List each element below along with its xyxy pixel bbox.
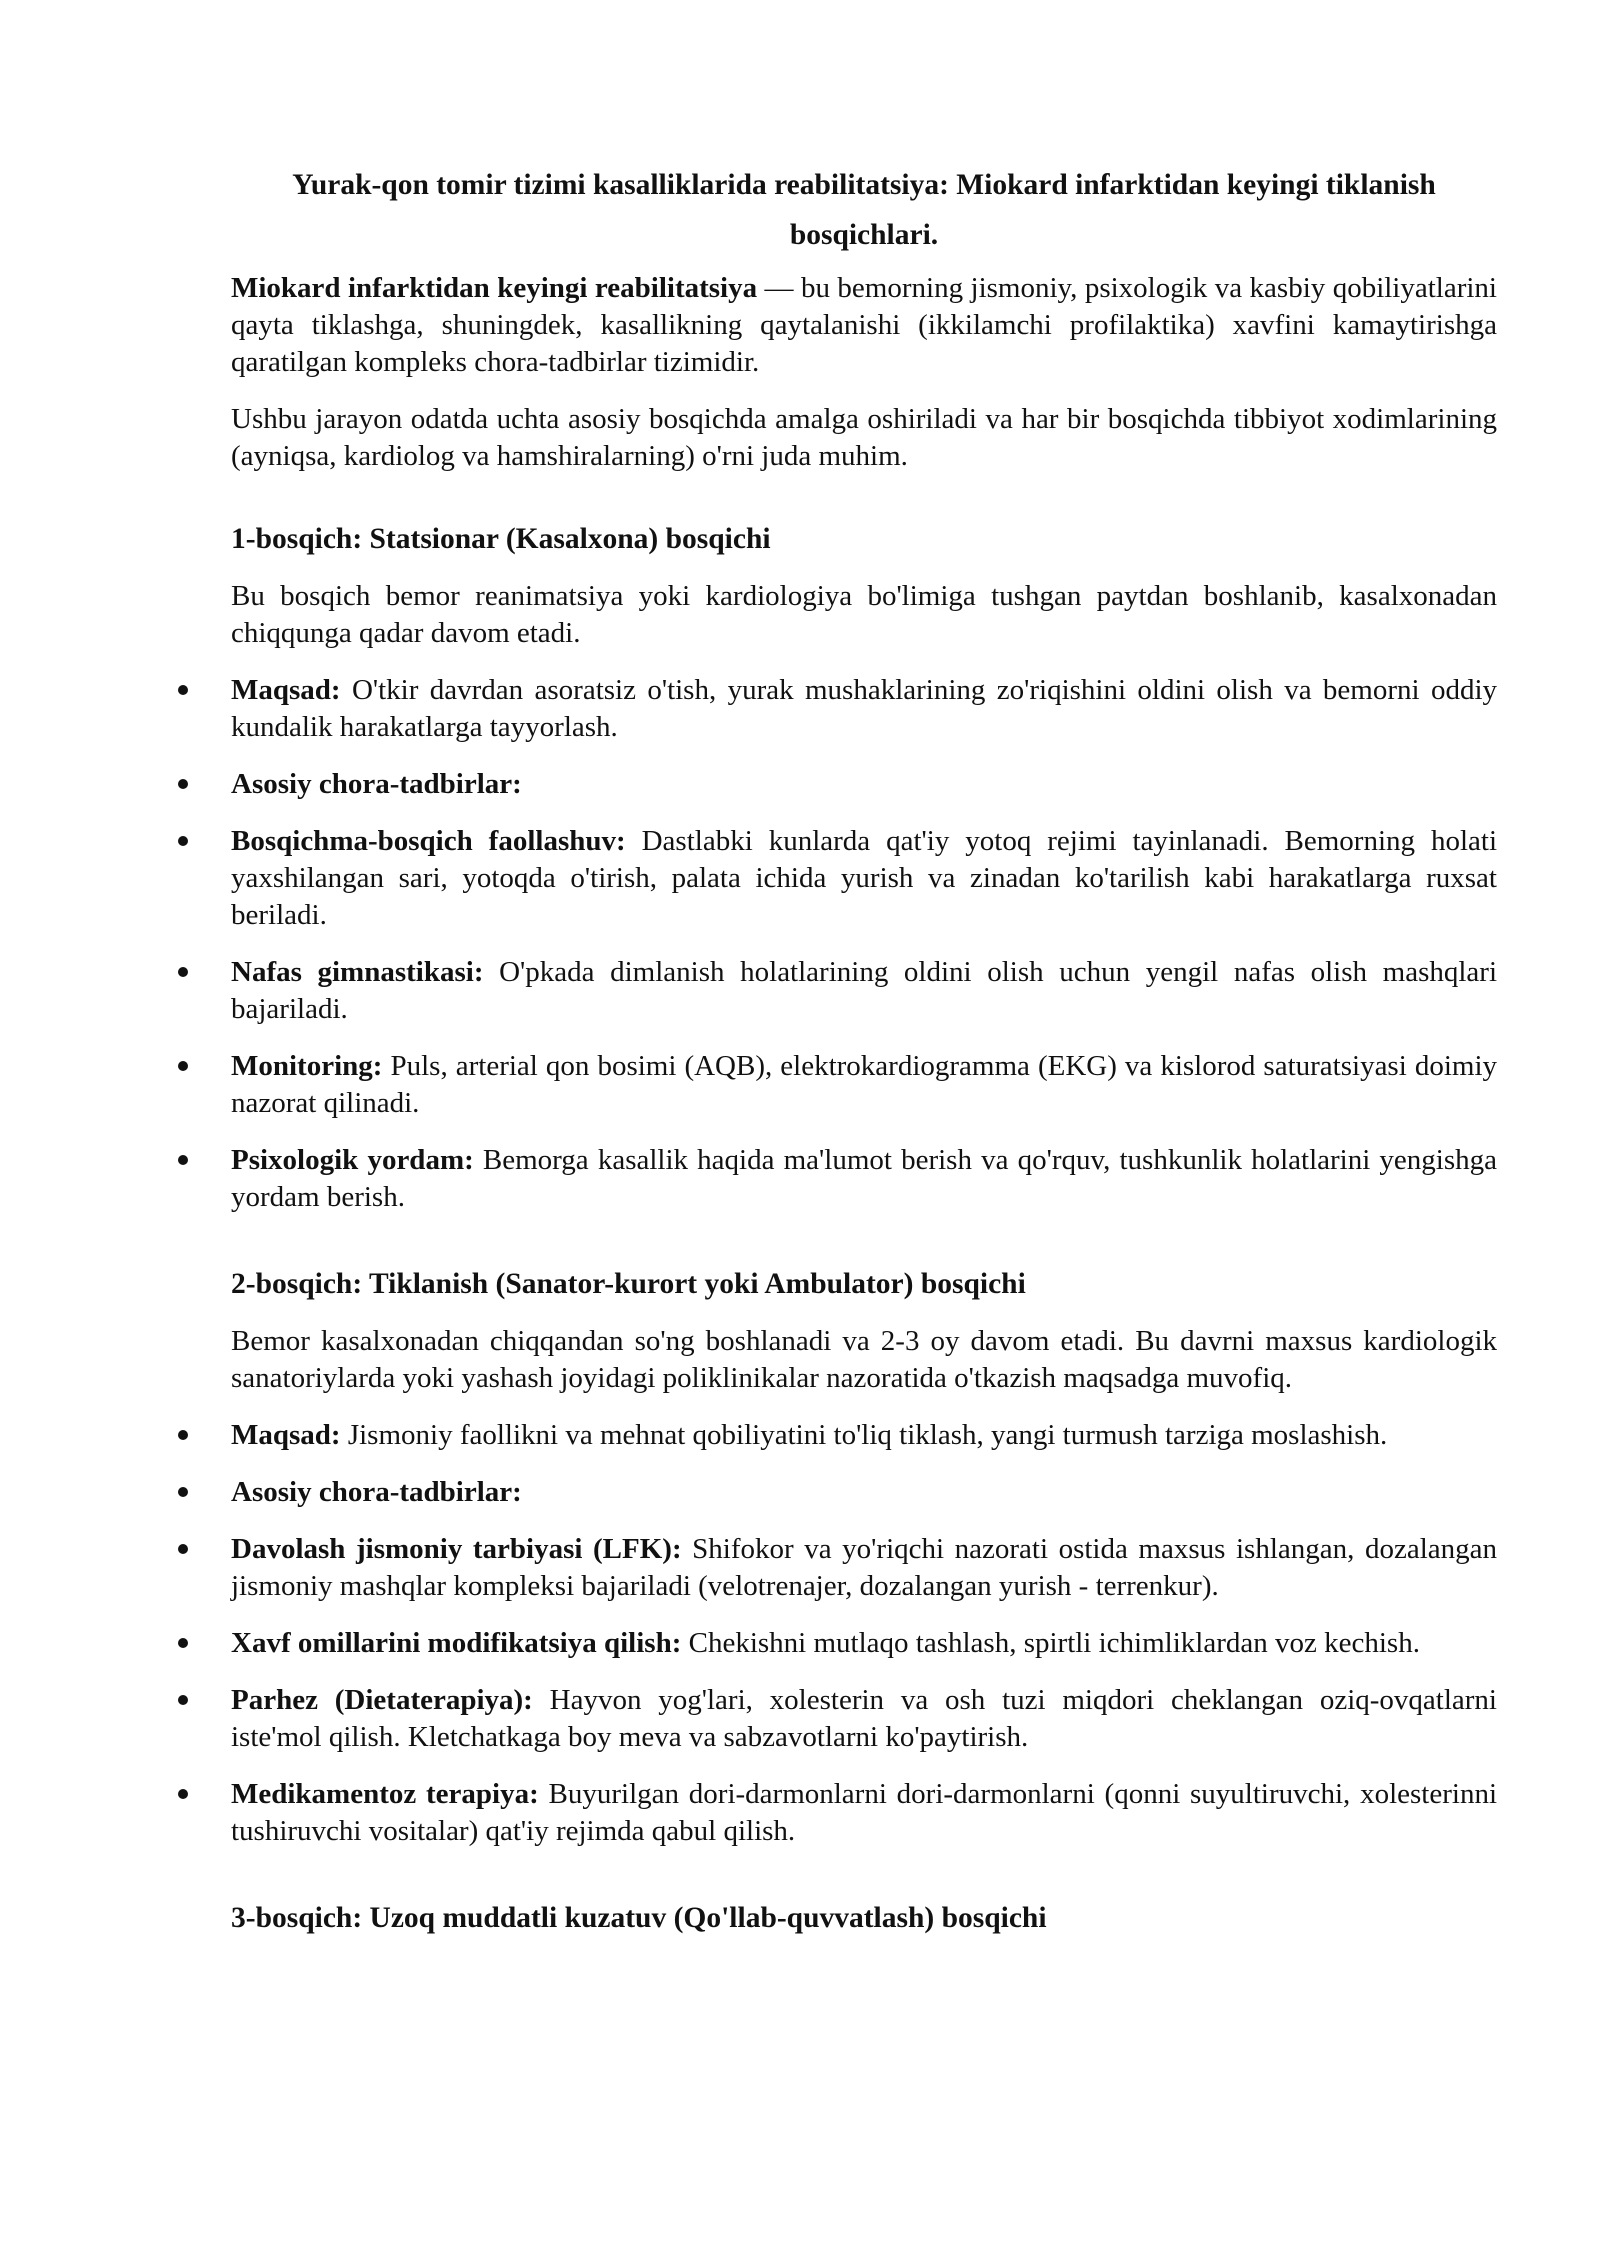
bullet-icon — [178, 1430, 188, 1440]
list-item — [231, 823, 1497, 934]
stage-3-heading: 3-bosqich: Uzoq muddatli kuzatuv (Qo'llab-quvvatlash) bosqichi — [231, 1902, 1047, 1934]
list-item-text: O'tkir davrdan asoratsiz o'tish, yurak mushaklarining zo'riqishini oldini olish va bemorni oddiy kundalik harakatlarga tayyorlash. — [231, 674, 1497, 743]
list-item-text: Puls, arterial qon bosimi (AQB), elektrokardiogramma (EKG) va kislorod saturatsiyasi doimiy nazorat qilinadi. — [231, 1050, 1497, 1119]
bullet-icon — [178, 1061, 188, 1071]
document-title — [231, 160, 1497, 260]
bullet-icon — [178, 1544, 188, 1554]
bullet-icon — [178, 1155, 188, 1165]
list-item-text: Bemorga kasallik haqida ma'lumot berish va qo'rquv, tushkunlik holatlarini yengishga yordam berish. — [231, 1144, 1497, 1213]
list-item-label: Nafas gimnastikasi: — [231, 956, 484, 988]
list-item-label: Maqsad: — [231, 1419, 341, 1451]
title-line-1: Yurak-qon tomir tizimi kasalliklarida reabilitatsiya: Miokard infarktidan keyingi tiklanish — [292, 169, 1436, 201]
list-item — [231, 1417, 1497, 1454]
list-item — [231, 1048, 1497, 1122]
intro-paragraph — [231, 270, 1497, 381]
list-item-label: Medikamentoz terapiya: — [231, 1778, 539, 1810]
stage-1-list — [231, 672, 1497, 1216]
bullet-icon — [178, 836, 188, 846]
bullet-icon — [178, 685, 188, 695]
bullet-icon — [178, 1487, 188, 1497]
list-item-text: O'pkada dimlanish holatlarining oldini olish uchun yengil nafas olish mashqlari bajariladi. — [231, 956, 1498, 1025]
list-item-text: Hayvon yog'lari, xolesterin va osh tuzi miqdori cheklangan oziq-ovqatlarni iste'mol qilish. Kletchatkaga boy meva va sabzavotlarni ko'paytirish. — [231, 1684, 1497, 1753]
list-item-text: Shifokor va yo'riqchi nazorati ostida maxsus ishlangan, dozalangan jismoniy mashqlar kompleksi bajariladi (velotrenajer, dozalangan yurish - terrenkur). — [231, 1533, 1497, 1602]
list-item-label: Psixologik yordam: — [231, 1144, 474, 1176]
intro-text: — bu bemorning jismoniy, psixologik va kasbiy qobiliyatlarini qayta tiklashga, shuningdek, kasallikning qaytalanishi (ikkilamchi profilaktika) xavfini kamaytirishga qaratilgan kompleks chora-tadbirlar tizimidir. — [231, 272, 1497, 378]
intro-paragraph-2: Ushbu jarayon odatda uchta asosiy bosqichda amalga oshiriladi va har bir bosqichda tibbiyot xodimlarining (ayniqsa, kardiolog va hamshiralarning) o'rni juda muhim. — [231, 403, 1497, 472]
intro-lead-term: Miokard infarktidan keyingi reabilitatsiya — [231, 272, 758, 304]
list-item-label: Parhez (Dietaterapiya): — [231, 1684, 533, 1716]
list-item-text: Chekishni mutlaqo tashlash, spirtli ichimliklardan voz kechish. — [681, 1627, 1420, 1659]
list-item-label: Monitoring: — [231, 1050, 383, 1082]
list-item — [231, 1474, 1497, 1511]
bullet-icon — [178, 1789, 188, 1799]
bullet-icon — [178, 779, 188, 789]
list-item-label: Xavf omillarini modifikatsiya qilish: — [231, 1627, 682, 1659]
list-item — [231, 1531, 1497, 1605]
stage-2-list — [231, 1417, 1497, 1850]
list-item-label: Bosqichma-bosqich faollashuv: — [231, 825, 626, 857]
list-item-label: Maqsad: — [231, 674, 341, 706]
list-item-label: Davolash jismoniy tarbiyasi (LFK): — [231, 1533, 682, 1565]
list-item-label: Asosiy chora-tadbirlar: — [231, 1476, 522, 1508]
bullet-icon — [178, 967, 188, 977]
stage-1-heading: 1-bosqich: Statsionar (Kasalxona) bosqichi — [231, 523, 771, 555]
list-item — [231, 1776, 1497, 1850]
stage-2-description: Bemor kasalxonadan chiqqandan so'ng boshlanadi va 2-3 oy davom etadi. Bu davrni maxsus kardiologik sanatoriylarda yoki yashash joyidagi poliklinikalar nazoratida o'tkazish maqsadga muvofiq. — [231, 1325, 1497, 1394]
list-item — [231, 1682, 1497, 1756]
document-page — [231, 160, 1497, 1937]
list-item-text: Jismoniy faollikni va mehnat qobiliyatini to'liq tiklash, yangi turmush tarziga moslashish. — [340, 1419, 1388, 1451]
list-item — [231, 766, 1497, 803]
bullet-icon — [178, 1638, 188, 1648]
list-item — [231, 1142, 1497, 1216]
list-item-text: Buyurilgan dori-darmonlarni dori-darmonlarni (qonni suyultiruvchi, xolesterinni tushiruvchi vositalar) qat'iy rejimda qabul qilish. — [231, 1778, 1497, 1847]
list-item — [231, 954, 1497, 1028]
stage-1-description: Bu bosqich bemor reanimatsiya yoki kardiologiya bo'limiga tushgan paytdan boshlanib, kasalxonadan chiqqunga qadar davom etadi. — [231, 580, 1497, 649]
list-item-text: Dastlabki kunlarda qat'iy yotoq rejimi tayinlanadi. Bemorning holati yaxshilangan sari, yotoqda o'tirish, palata ichida yurish va zinadan ko'tarilish kabi harakatlarga ruxsat beriladi. — [231, 825, 1498, 931]
bullet-icon — [178, 1695, 188, 1705]
stage-2-heading: 2-bosqich: Tiklanish (Sanator-kurort yoki Ambulator) bosqichi — [231, 1268, 1026, 1300]
title-line-2: bosqichlari. — [789, 219, 939, 251]
list-item — [231, 672, 1497, 746]
list-item-label: Asosiy chora-tadbirlar: — [231, 768, 522, 800]
list-item — [231, 1625, 1497, 1662]
